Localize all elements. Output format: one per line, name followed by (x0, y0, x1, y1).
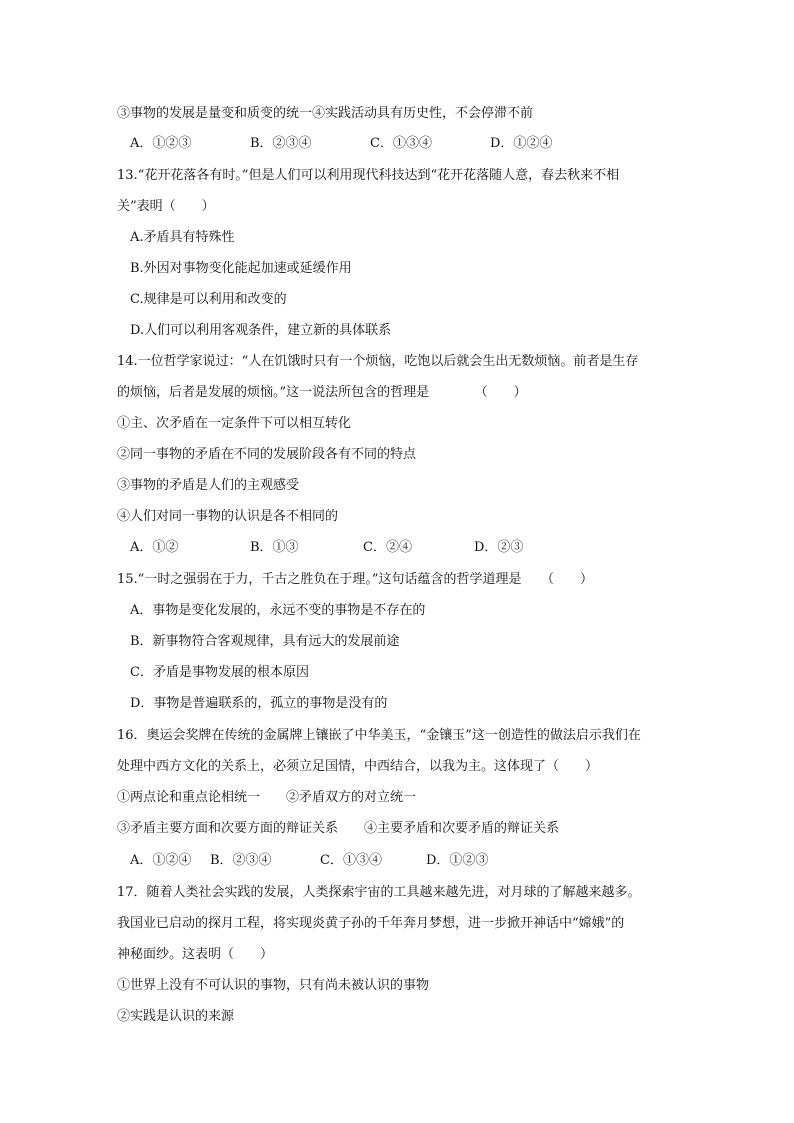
q14-option-b: B．①③ (250, 540, 299, 555)
q15-option-d: D．事物是普遍联系的，孤立的事物是没有的 (130, 696, 388, 711)
q14-option-a: A．①② (130, 540, 179, 555)
q14-statement-1: ①主、次矛盾在一定条件下可以相互转化 (117, 416, 352, 431)
q14-statement-4: ④人们对同一事物的认识是各不相同的 (117, 509, 339, 524)
q12-option-c: C．①③④ (370, 136, 432, 151)
q12-option-d: D．①②④ (490, 136, 553, 151)
q12-option-a: A．①②③ (130, 136, 192, 151)
q15-option-a: A．事物是变化发展的，永远不变的事物是不存在的 (130, 603, 426, 618)
q14-statement-2: ②同一事物的矛盾在不同的发展阶段各有不同的特点 (117, 447, 417, 462)
q15-option-b: B．新事物符合客观规律，具有远大的发展前途 (130, 634, 400, 649)
q13-stem-line-1: 13.“花开花落各有时。”但是人们可以利用现代科技达到“花开花落随人意，春去秋来不相 (117, 168, 620, 183)
q17-stem-line-1: 17．随着人类社会实践的发展，人类探索宇宙的工具越来越先进，对月球的了解越来越多。 (117, 885, 641, 900)
q14-stem-line-1: 14.一位哲学家说过：“人在饥饿时只有一个烦恼，吃饱以后就会生出无数烦恼。前者是生存 (117, 354, 639, 369)
q14-stem-line-2: 的烦恼，后者是发展的烦恼。”这一说法所包含的哲理是 （ ） (117, 385, 527, 400)
q16-stem-line-1: 16．奥运会奖牌在传统的金属牌上镶嵌了中华美玉，“金镶玉”这一创造性的做法启示我们在 (117, 728, 641, 743)
q17-statement-1: ①世界上没有不可认识的事物，只有尚未被认识的事物 (117, 978, 430, 993)
q14-option-d: D．②③ (474, 540, 524, 555)
q16-statements-3-4: ③矛盾主要方面和次要方面的辩证关系 ④主要矛盾和次要矛盾的辩证关系 (117, 821, 560, 836)
q12-statement-3-4: ③事物的发展是量变和质变的统一④实践活动具有历史性，不会停滞不前 (117, 106, 534, 121)
q13-option-c: C.规律是可以利用和改变的 (130, 292, 287, 307)
q16-option-c: C．①③④ (320, 853, 382, 868)
q16-statements-1-2: ①两点论和重点论相统一 ②矛盾双方的对立统一 (117, 790, 417, 805)
q17-stem-line-2: 我国业已启动的探月工程，将实现炎黄子孙的千年奔月梦想，进一步掀开神话中“嫦娥”的 (117, 916, 625, 931)
q14-statement-3: ③事物的矛盾是人们的主观感受 (117, 478, 300, 493)
q16-option-d: D．①②③ (426, 853, 489, 868)
q16-option-b: B．②③④ (210, 853, 272, 868)
q16-option-a: A．①②④ (130, 853, 192, 868)
q17-statement-2: ②实践是认识的来源 (117, 1009, 235, 1024)
q16-stem-line-2: 处理中西方文化的关系上，必须立足国情，中西结合，以我为主。这体现了（ ） (117, 759, 599, 774)
q17-stem-line-3: 神秘面纱。这表明（ ） (117, 947, 274, 962)
q12-option-b: B．②③④ (250, 136, 312, 151)
q13-stem-line-2: 关”表明（ ） (117, 199, 215, 214)
q13-option-b: B.外因对事物变化能起加速或延缓作用 (130, 261, 352, 276)
q14-option-c: C．②④ (363, 540, 412, 555)
q13-option-a: A.矛盾具有特殊性 (130, 230, 235, 245)
q13-option-d: D.人们可以利用客观条件，建立新的具体联系 (130, 323, 392, 338)
q15-option-c: C．矛盾是事物发展的根本原因 (130, 665, 309, 680)
q15-stem: 15.“一时之强弱在于力，千古之胜负在于理。”这句话蕴含的哲学道理是 （ ） (117, 572, 593, 587)
